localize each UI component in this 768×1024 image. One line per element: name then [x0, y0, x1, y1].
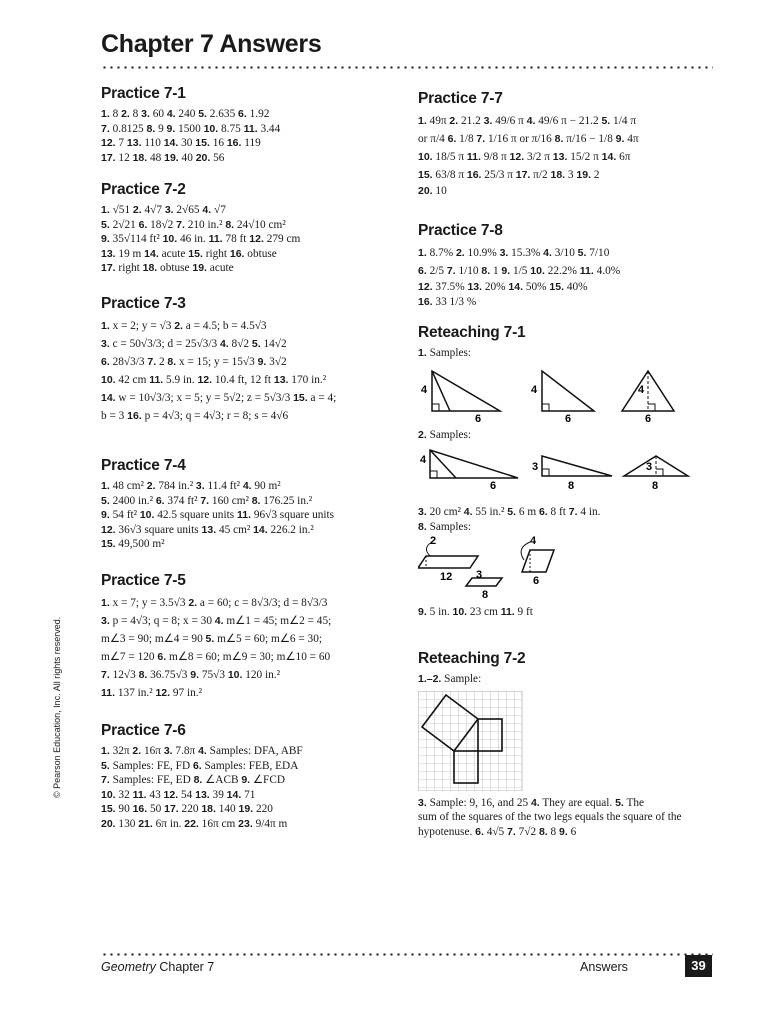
answer-line: 3. 20 cm² 4. 55 in.² 5. 6 m 6. 8 ft 7. 4 in. — [418, 506, 601, 518]
section-practice-7-2 — [101, 181, 401, 295]
answer-line: 15. 90 16. 50 17. 220 18. 140 19. 220 — [101, 803, 273, 815]
section-practice-7-7 — [418, 90, 718, 222]
height-label: 3 — [532, 461, 539, 473]
section-heading: Practice 7-1 — [101, 85, 186, 102]
height-label: 4 — [638, 383, 645, 396]
section-heading: Practice 7-6 — [101, 722, 186, 739]
height-label: 4 — [531, 383, 538, 396]
pythagorean-grid-figure — [418, 691, 528, 791]
page-title: Chapter 7 Answers — [101, 30, 322, 58]
base-label: 12 — [440, 571, 453, 583]
answer-line: 10. 42 cm 11. 5.9 in. 12. 10.4 ft, 12 ft 13. 170 in.² — [101, 374, 327, 386]
section-practice-7-3 — [101, 295, 401, 457]
section-heading: Reteaching 7-1 — [418, 324, 526, 341]
answer-line: 17. right 18. obtuse 19. acute — [101, 262, 234, 274]
base-label: 6 — [565, 412, 572, 423]
answer-line: m∠3 = 90; m∠4 = 90 5. m∠5 = 60; m∠6 = 30; — [101, 633, 322, 645]
triangle-figure — [532, 456, 612, 492]
height-label: 4 — [420, 454, 427, 466]
triangle-figure — [421, 371, 500, 423]
answer-line: 11. 137 in.² 12. 97 in.² — [101, 687, 203, 699]
base-label: 6 — [490, 480, 497, 492]
footer-chapter: Chapter 7 — [155, 960, 215, 974]
answer-line: 16. 33 1/3 % — [418, 295, 477, 308]
answer-line: 7. 12√3 8. 36.75√3 9. 75√3 10. 120 in.² — [101, 669, 281, 681]
section-heading: Practice 7-4 — [101, 457, 186, 474]
answer-line: 17. 12 18. 48 19. 40 20. 56 — [101, 151, 225, 164]
triangle-figure — [531, 371, 594, 423]
section-reteaching-7-1 — [418, 324, 718, 650]
answer-line: 8. Samples: — [418, 520, 472, 533]
footer-book-name: Geometry — [101, 960, 156, 974]
answer-line: 1. x = 2; y = √3 2. a = 4.5; b = 4.5√3 — [101, 320, 267, 332]
section-heading: Practice 7-3 — [101, 295, 186, 312]
footer-book-title — [101, 960, 214, 974]
answer-line: or π/4 6. 1/8 7. 1/16 π or π/16 8. π/16 − 1/8 9. 4π — [418, 133, 639, 145]
height-label: 4 — [530, 535, 537, 547]
answer-line: 1. √51 2. 4√7 3. 2√65 4. √7 — [101, 204, 226, 216]
answer-line: 9. 35√114 ft² 10. 46 in. 11. 78 ft 12. 279 cm — [101, 233, 301, 245]
section-practice-7-1 — [101, 85, 401, 181]
triangle-figure — [622, 371, 674, 423]
answer-line: 1. 32π 2. 16π 3. 7.8π 4. Samples: DFA, ABF — [101, 745, 303, 757]
answer-line: 7. Samples: FE, ED 8. ∠ACB 9. ∠FCD — [101, 774, 286, 786]
height-label: 3 — [646, 461, 653, 473]
parallelogram-figure — [418, 535, 478, 583]
answer-line: 12. 36√3 square units 13. 45 cm² 14. 226.2 in.² — [101, 523, 314, 536]
copyright-notice: © Pearson Education, Inc. All rights reserved. — [52, 616, 62, 798]
section-practice-7-4 — [101, 457, 401, 572]
answer-line: hypotenuse. 6. 4√5 7. 7√2 8. 8 9. 6 — [418, 825, 577, 838]
left-column — [101, 85, 401, 831]
answer-line: 1. 48 cm² 2. 784 in.² 3. 11.4 ft² 4. 90 m² — [101, 480, 281, 492]
answer-line: 5. 2√21 6. 18√2 7. 210 in.² 8. 24√10 cm² — [101, 218, 286, 231]
section-heading: Practice 7-8 — [418, 222, 503, 239]
base-label: 8 — [652, 480, 659, 492]
right-column — [418, 90, 718, 839]
answer-line: 7. 0.8125 8. 9 9. 1500 10. 8.75 11. 3.44 — [101, 122, 281, 135]
section-practice-7-8 — [418, 222, 718, 324]
answer-line: 12. 7 13. 110 14. 30 15. 16 16. 119 — [101, 137, 261, 149]
height-label: 2 — [430, 535, 437, 547]
triangle-figure — [420, 450, 518, 492]
answer-line: 15. 63/8 π 16. 25/3 π 17. π/2 18. 3 19. 2 — [418, 169, 600, 181]
section-heading: Practice 7-7 — [418, 90, 503, 107]
base-label: 8 — [568, 480, 575, 492]
answer-line: 3. c = 50√3/3; d = 25√3/3 4. 8√2 5. 14√2 — [101, 338, 287, 350]
answer-line: 1.–2. Sample: — [418, 673, 482, 685]
answer-line: 1. 8 2. 8 3. 60 4. 240 5. 2.635 6. 1.92 — [101, 108, 270, 120]
answer-line: 9. 54 ft² 10. 42.5 square units 11. 96√3 square units — [101, 509, 335, 521]
section-practice-7-6 — [101, 722, 401, 831]
base-label: 6 — [475, 412, 482, 423]
triangle-figure — [624, 456, 688, 492]
dotted-rule-bottom — [101, 953, 713, 956]
triangle-samples-row-1 — [418, 361, 708, 423]
answer-line: 12. 37.5% 13. 20% 14. 50% 15. 40% — [418, 281, 588, 293]
answer-line: m∠7 = 120 6. m∠8 = 60; m∠9 = 30; m∠10 = 60 — [101, 651, 331, 663]
answer-line: 1. 49π 2. 21.2 3. 49/6 π 4. 49/6 π − 21.2 5. 1/4 π — [418, 115, 637, 127]
section-heading: Reteaching 7-2 — [418, 650, 526, 667]
section-practice-7-5 — [101, 572, 401, 722]
answer-line: 5. Samples: FE, FD 6. Samples: FEB, EDA — [101, 759, 299, 772]
answer-line: 14. w = 10√3/3; x = 5; y = 5√2; z = 5√3/3 15. a = 4; — [101, 392, 337, 404]
height-label: 4 — [421, 383, 428, 396]
answer-line: 20. 10 — [418, 185, 447, 197]
section-reteaching-7-2 — [418, 650, 718, 839]
answer-line: 9. 5 in. 10. 23 cm 11. 9 ft — [418, 606, 533, 618]
parallelogram-figure — [466, 569, 502, 600]
answer-line: 3. Sample: 9, 16, and 25 4. They are equal. 5. The — [418, 796, 645, 809]
dotted-rule-top — [101, 66, 713, 69]
answer-line: 13. 19 m 14. acute 15. right 16. obtuse — [101, 247, 277, 260]
base-label: 6 — [533, 575, 540, 587]
answer-line: 1. Samples: — [418, 347, 472, 359]
height-label: 3 — [476, 569, 483, 581]
answer-line: 20. 130 21. 6π in. 22. 16π cm 23. 9/4π m — [101, 817, 288, 830]
answer-line: 3. p = 4√3; q = 8; x = 30 4. m∠1 = 45; m∠2 = 45; — [101, 615, 332, 627]
section-heading: Practice 7-5 — [101, 572, 186, 589]
answer-line: sum of the squares of the two legs equals the square of the — [418, 811, 682, 823]
answer-line: 15. 49,500 m² — [101, 538, 165, 550]
answer-line: 5. 2400 in.² 6. 374 ft² 7. 160 cm² 8. 176.25 in.² — [101, 494, 313, 507]
answer-line: 10. 18/5 π 11. 9/8 π 12. 3/2 π 13. 15/2 π 14. 6π — [418, 151, 631, 163]
parallelogram-figure — [521, 535, 554, 587]
answer-line: 6. 28√3/3 7. 2 8. x = 15; y = 15√3 9. 3√2 — [101, 356, 287, 368]
footer-section: Answers — [580, 960, 628, 974]
answer-line: 10. 32 11. 43 12. 54 13. 39 14. 71 — [101, 788, 256, 801]
section-heading: Practice 7-2 — [101, 181, 186, 198]
base-label: 6 — [645, 412, 652, 423]
parallelogram-samples — [418, 534, 708, 600]
triangle-samples-row-2 — [418, 442, 708, 500]
answer-line: 1. 8.7% 2. 10.9% 3. 15.3% 4. 3/10 5. 7/10 — [418, 247, 610, 259]
answer-line: b = 3 16. p = 4√3; q = 4√3; r = 8; s = 4√6 — [101, 410, 289, 422]
answer-line: 2. Samples: — [418, 428, 472, 441]
base-label: 8 — [482, 589, 489, 600]
answer-line: 6. 2/5 7. 1/10 8. 1 9. 1/5 10. 22.2% 11. 4.0% — [418, 265, 621, 277]
page-number: 39 — [685, 955, 712, 977]
answer-line: 1. x = 7; y = 3.5√3 2. a = 60; c = 8√3/3; d = 8√3/3 — [101, 597, 328, 609]
